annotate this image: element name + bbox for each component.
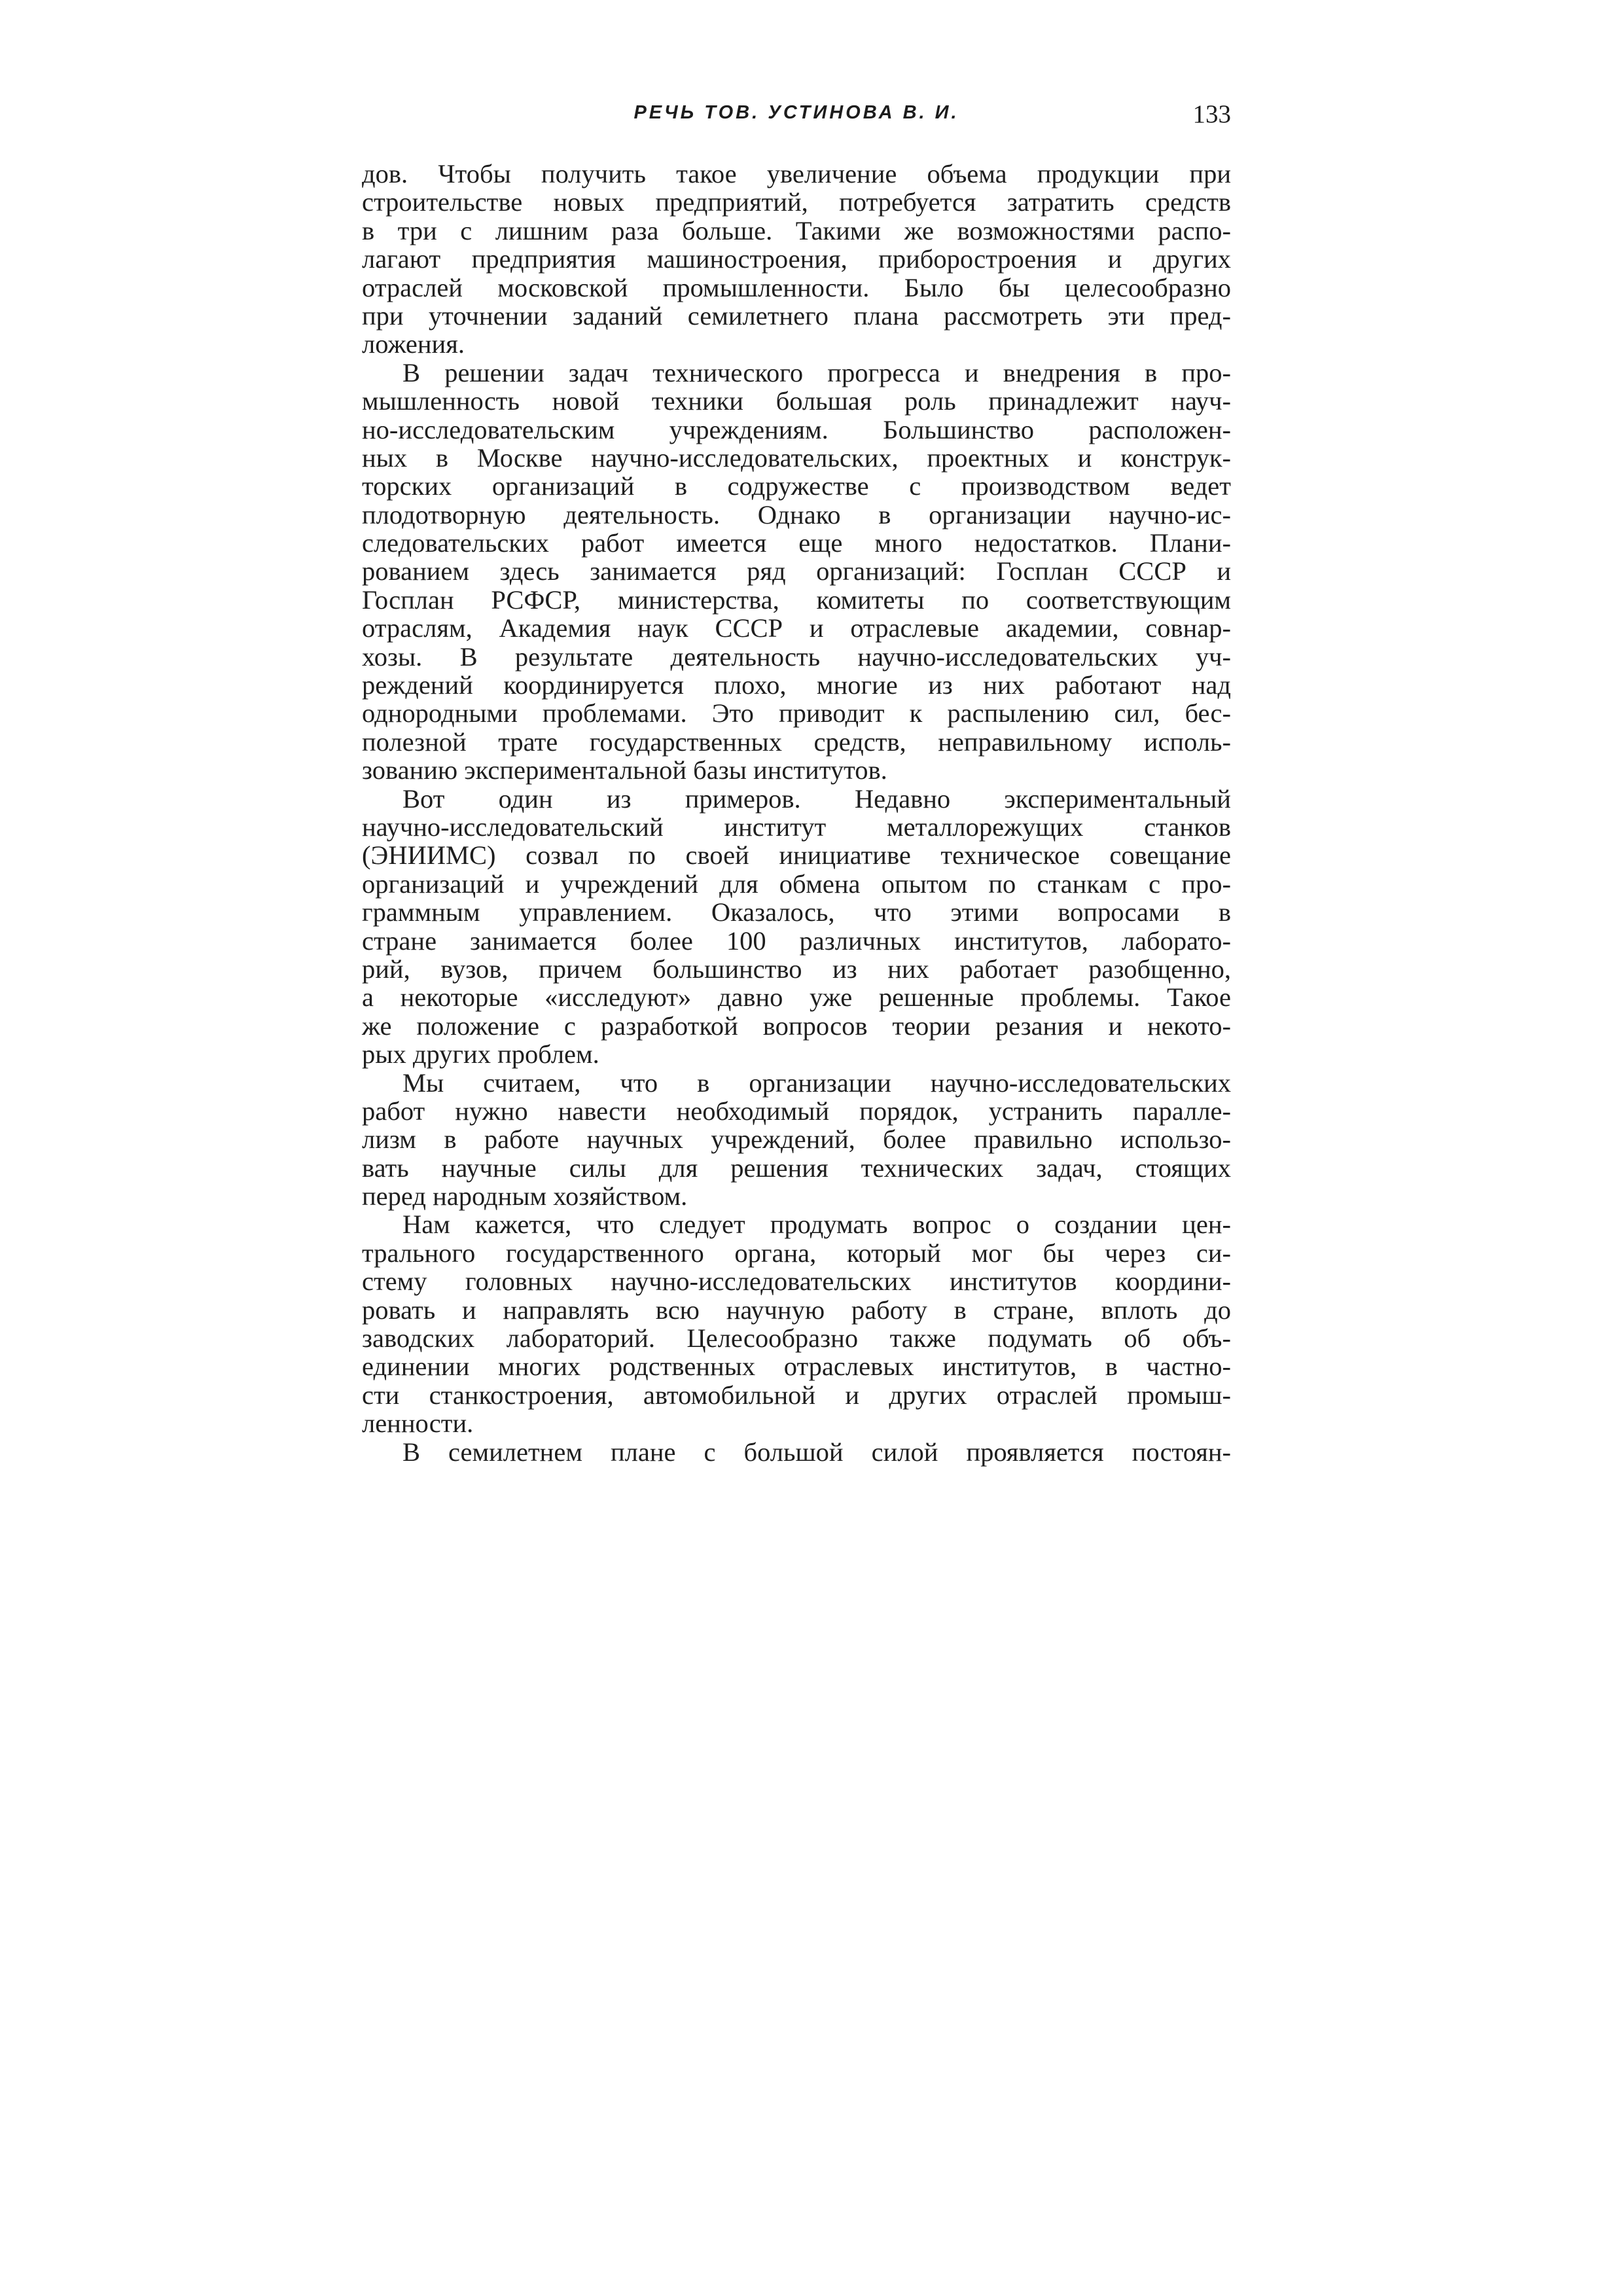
text-line: рий, вузов, причем большинство из них работает разобщенно, bbox=[362, 954, 1231, 984]
text-line: однородными проблемами. Это приводит к распылению сил, бес- bbox=[362, 698, 1231, 728]
text-line: В семилетнем плане с большой силой проявляется постоян- bbox=[402, 1437, 1231, 1467]
running-title: РЕЧЬ ТОВ. УСТИНОВА В. И. bbox=[633, 102, 959, 123]
text-line: рованием здесь занимается ряд организаций: Госплан СССР и bbox=[362, 556, 1231, 586]
text-line: Вот один из примеров. Недавно экспериментальный bbox=[402, 783, 1231, 814]
paragraph-2 bbox=[362, 359, 1231, 785]
text-line: ложения. bbox=[362, 329, 465, 359]
text-line: отраслей московской промышленности. Было бы целесообразно bbox=[362, 272, 1231, 302]
text-line: а некоторые «исследуют» давно уже решенные проблемы. Такое bbox=[362, 982, 1231, 1013]
text-line: полезной трате государственных средств, неправильному исполь- bbox=[362, 726, 1231, 757]
text-line: но-исследовательским учреждениям. Большинство расположен- bbox=[362, 414, 1231, 444]
text-line: при уточнении заданий семилетнего плана рассмотреть эти пред- bbox=[362, 300, 1231, 331]
text-line: же положение с разработкой вопросов теории резания и некото- bbox=[362, 1011, 1231, 1041]
text-line: зованию экспериментальной базы институтов. bbox=[362, 755, 887, 785]
text-line: плодотворную деятельность. Однако в организации научно-ис- bbox=[362, 499, 1231, 529]
text-line: Мы считаем, что в организации научно-исследовательских bbox=[402, 1067, 1231, 1098]
text-line: организаций и учреждений для обмена опытом по станкам с про- bbox=[362, 869, 1231, 899]
page-number: 133 bbox=[1192, 100, 1231, 128]
paragraph-4 bbox=[362, 1069, 1231, 1211]
paragraph-6 bbox=[362, 1438, 1231, 1466]
text-line: граммным управлением. Оказалось, что этими вопросами в bbox=[362, 897, 1231, 927]
paragraph-3 bbox=[362, 785, 1231, 1069]
text-line: отраслям, Академия наук СССР и отраслевые академии, совнар- bbox=[362, 613, 1231, 643]
text-line: рых других проблем. bbox=[362, 1039, 599, 1069]
body-text bbox=[362, 160, 1231, 1466]
paragraph-1 bbox=[362, 160, 1231, 359]
text-line: сти станкостроения, автомобильной и других отраслей промыш- bbox=[362, 1380, 1231, 1410]
text-line: (ЭНИИМС) созвал по своей инициативе техническое совещание bbox=[362, 840, 1231, 870]
text-line: стему головных научно-исследовательских институтов координи- bbox=[362, 1266, 1231, 1297]
text-line: Нам кажется, что следует продумать вопрос о создании цен- bbox=[402, 1210, 1231, 1240]
running-header bbox=[362, 99, 1231, 139]
text-line: реждений координируется плохо, многие из них работают над bbox=[362, 670, 1231, 700]
text-line: хозы. В результате деятельность научно-исследовательских уч- bbox=[362, 641, 1231, 672]
text-line: Госплан РСФСР, министерства, комитеты по соответствующим bbox=[362, 584, 1231, 615]
text-line: торских организаций в содружестве с производством ведет bbox=[362, 471, 1231, 501]
text-line: научно-исследовательский институт металлорежущих станков bbox=[362, 812, 1231, 842]
text-line: дов. Чтобы получить такое увеличение объема продукции при bbox=[362, 159, 1231, 188]
text-line: перед народным хозяйством. bbox=[362, 1181, 688, 1211]
text-line: В решении задач технического прогресса и внедрения в про- bbox=[402, 357, 1231, 387]
text-line: ленности. bbox=[362, 1408, 474, 1439]
text-line: стране занимается более 100 различных институтов, лаборато- bbox=[362, 925, 1231, 956]
text-line: мышленность новой техники большая роль принадлежит науч- bbox=[362, 386, 1231, 416]
text-line: единении многих родственных отраслевых институтов, в частно- bbox=[362, 1352, 1231, 1382]
text-line: следовательских работ имеется еще много недостатков. Плани- bbox=[362, 528, 1231, 558]
text-line: ных в Москве научно-исследовательских, проектных и конструк- bbox=[362, 442, 1231, 473]
paragraph-5 bbox=[362, 1210, 1231, 1437]
text-line: работ нужно навести необходимый порядок, устранить паралле- bbox=[362, 1096, 1231, 1126]
text-line: заводских лабораторий. Целесообразно также подумать об объ- bbox=[362, 1323, 1231, 1354]
text-line: лагают предприятия машиностроения, приборостроения и других bbox=[362, 244, 1231, 274]
text-line: ровать и направлять всю научную работу в стране, вплоть до bbox=[362, 1295, 1231, 1325]
text-line: строительстве новых предприятий, потребуется затратить средств bbox=[362, 187, 1231, 217]
text-line: вать научные силы для решения технических задач, стоящих bbox=[362, 1153, 1231, 1183]
text-line: трального государственного органа, который мог бы через си- bbox=[362, 1238, 1231, 1268]
text-line: в три с лишним раза больше. Такими же возможностями распо- bbox=[362, 215, 1231, 245]
text-line: лизм в работе научных учреждений, более правильно использо- bbox=[362, 1124, 1231, 1155]
